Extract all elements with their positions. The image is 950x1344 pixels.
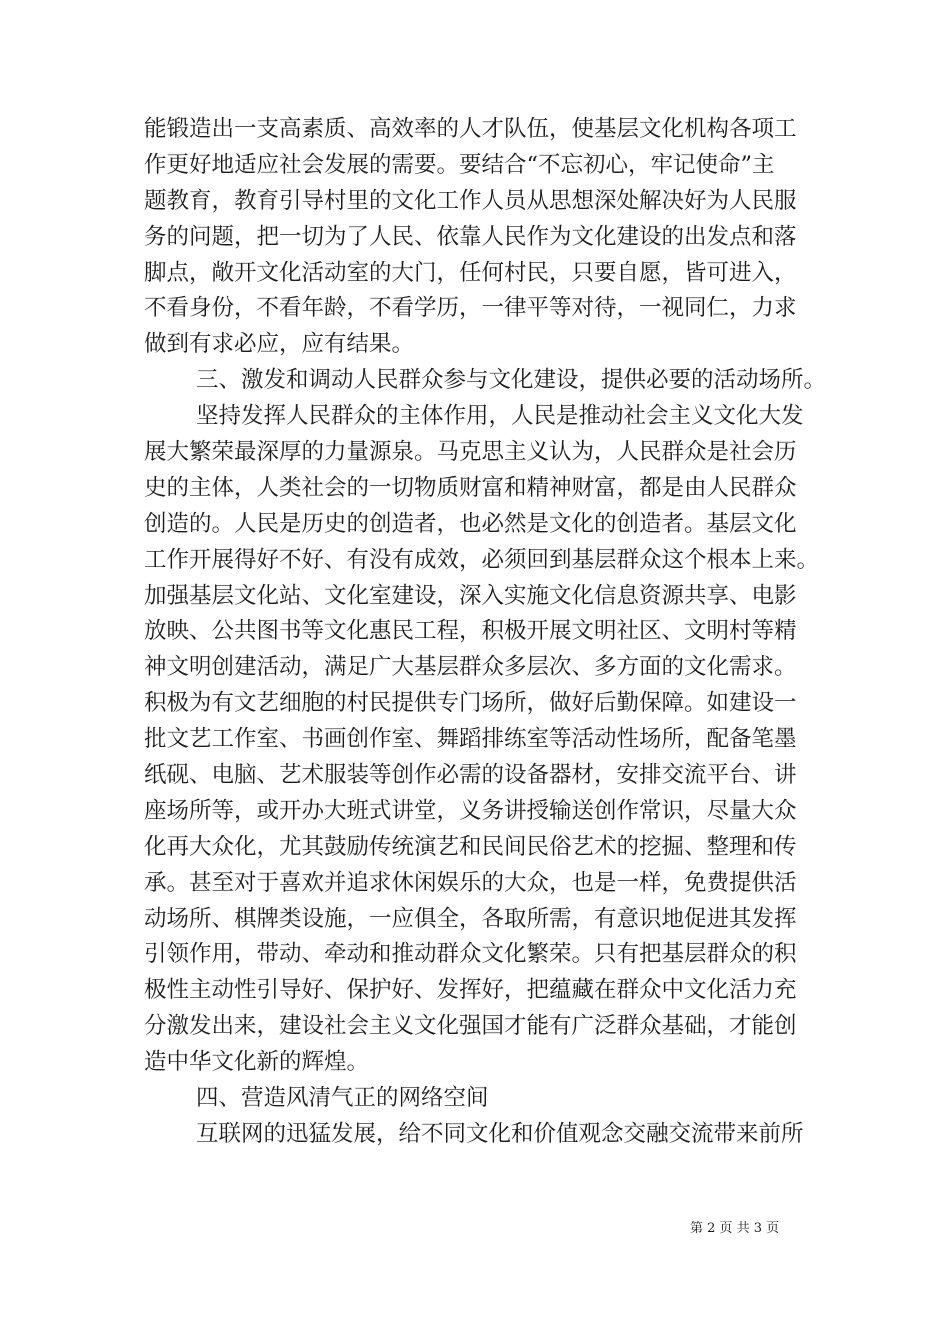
text-line: 工作开展得好不好、有没有成效，必须回到基层群众这个根本上来。 [144, 546, 820, 573]
text-line: 脚点，敞开文化活动室的大门，任何村民，只要自愿，皆可进入， [144, 259, 797, 286]
text-line: 积极为有文艺细胞的村民提供专门场所，做好后勤保障。如建设一 [144, 690, 797, 717]
text-line: 极性主动性引导好、保护好、发挥好，把蕴藏在群众中文化活力充 [144, 977, 797, 1004]
text-line: 务的问题，把一切为了人民、依靠人民作为文化建设的出发点和落 [144, 223, 797, 250]
text-line: 化再大众化，尤其鼓励传统演艺和民间民俗艺术的挖掘、整理和传 [144, 833, 797, 860]
text-line: 动场所、棋牌类设施，一应俱全，各取所需，有意识地促进其发挥 [144, 905, 797, 932]
text-line: 纸砚、电脑、艺术服装等创作必需的设备器材，安排交流平台、讲 [144, 762, 797, 789]
text-line: 三、激发和调动人民群众参与文化建设，提供必要的活动场所。 [196, 367, 827, 394]
text-line: 能锻造出一支高素质、高效率的人才队伍，使基层文化机构各项工 [144, 116, 797, 142]
text-line: 做到有求必应，应有结果。 [144, 331, 415, 358]
text-line: 放映、公共图书等文化惠民工程，积极开展文明社区、文明村等精 [144, 618, 797, 645]
text-line: 史的主体，人类社会的一切物质财富和精神财富，都是由人民群众 [144, 474, 797, 501]
text-line: 不看身份，不看年龄，不看学历，一律平等对待，一视同仁，力求 [144, 295, 797, 322]
text-line: 分激发出来，建设社会主义文化强国才能有广泛群众基础，才能创 [144, 1013, 797, 1040]
text-line: 题教育，教育引导村里的文化工作人员从思想深处解决好为人民服 [144, 187, 797, 214]
text-line: 创造的。人民是历史的创造者，也必然是文化的创造者。基层文化 [144, 510, 797, 537]
text-line: 座场所等，或开办大班式讲堂，义务讲授输送创作常识，尽量大众 [144, 797, 797, 824]
text-line: 展大繁荣最深厚的力量源泉。马克思主义认为，人民群众是社会历 [144, 439, 797, 466]
text-line: 四、营造风清气正的网络空间 [196, 1085, 489, 1112]
text-line: 造中华文化新的辉煌。 [144, 1049, 370, 1076]
text-line: 坚持发挥人民群众的主体作用，人民是推动社会主义文化大发 [196, 403, 804, 430]
text-line: 承。甚至对于喜欢并追求休闲娱乐的大众，也是一样，免费提供活 [144, 869, 797, 896]
text-line: 神文明创建活动，满足广大基层群众多层次、多方面的文化需求。 [144, 654, 797, 681]
text-line: 作更好地适应社会发展的需要。要结合“不忘初心，牢记使命”主 [144, 151, 775, 178]
text-line: 引领作用，带动、牵动和推动群众文化繁荣。只有把基层群众的积 [144, 941, 797, 968]
document-body [144, 112, 827, 1153]
text-line: 加强基层文化站、文化室建设，深入实施文化信息资源共享、电影 [144, 582, 797, 609]
page-number-footer: 第 2 页 共 3 页 [690, 1221, 780, 1236]
text-line: 互联网的迅猛发展，给不同文化和价值观念交融交流带来前所 [196, 1120, 804, 1147]
text-line: 批文艺工作室、书画创作室、舞蹈排练室等活动性场所，配备笔墨 [144, 726, 797, 753]
